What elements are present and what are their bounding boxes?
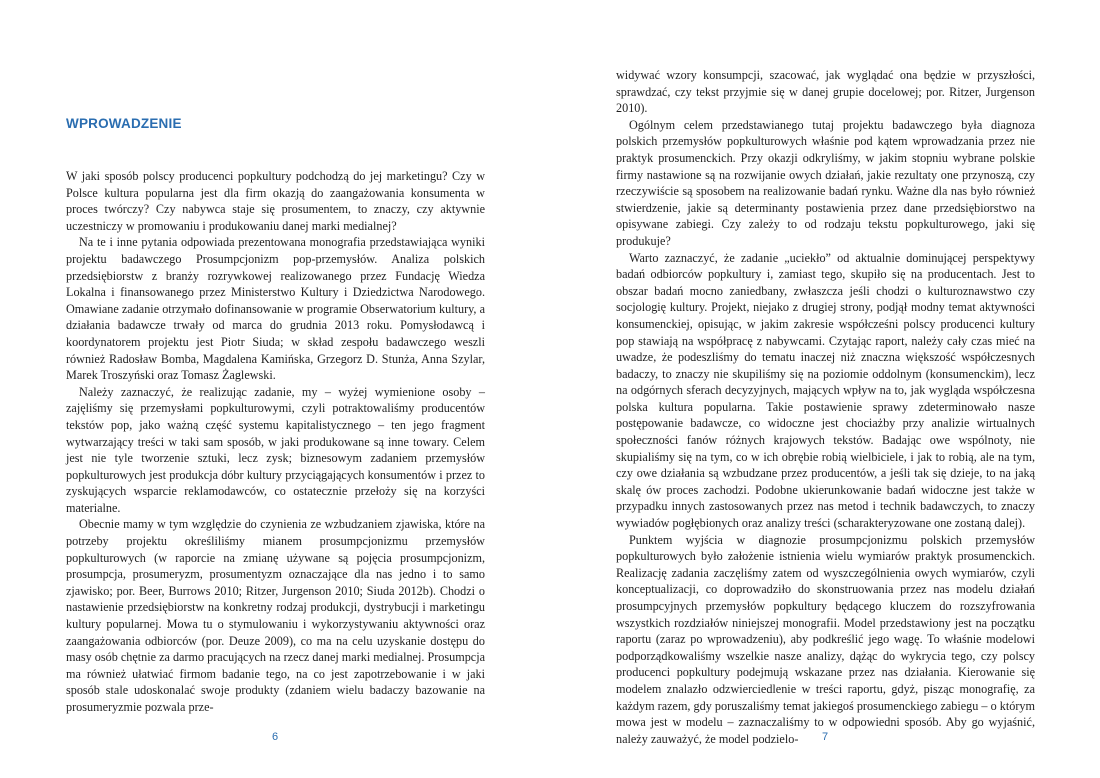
paragraph: Należy zaznaczyć, że realizując zadanie, my – wyżej wymienione osoby – zajęliśmy się przemysłami popkulturowymi, czyli potraktowaliśmy producentów tekstów pop, jako ważną część systemu kapitalistycznego – ten jego fragment wytwarzający treści w taki sam sposób, w jaki produkowane są inne towary. Celem jest nie tyle tworzenie sztuki, lecz zysk; biznesowym zadaniem przemysłów popkulturowych jest produkcja dóbr kultury przyciągających konsumentów i przez to zyskujących wsparcie reklamodawców, co ostatecznie przełoży się na korzyści materialne.	[66, 384, 485, 515]
paragraph: widywać wzory konsumpcji, szacować, jak wyglądać ona będzie w przyszłości, sprawdzać, czy tekst przyjmie się w danej grupie docelowej; por. Ritzer, Jurgenson 2010).	[616, 68, 1035, 116]
chapter-heading: WPROWADZENIE	[66, 116, 182, 131]
left-page-body	[66, 168, 485, 716]
paragraph: Warto zaznaczyć, że zadanie „uciekło” od aktualnie dominującej perspektywy badań odbiorców popkultury i, zamiast tego, skupiło się na producentach. Jest to obszar badań mocno zaniedbany, zwłaszcza jeśli chodzi o kulturoznawstwo czy socjologię kultury. Projekt, niejako z drugiej strony, podjął modny temat aktywności konsumenckiej, opisując, w jakim zakresie współcześni polscy producenci kultury pop stawiają na współpracę z nabywcami. Czytając raport, należy cały czas mieć na uwadze, że podeszliśmy do tematu inaczej niż znaczna większość współczesnych badaczy, to znaczy nie skupiliśmy się na poziomie oddolnym (konsumenckim), lecz na odgórnych sferach decyzyjnych, mających wpływ na to, jak wygląda współczesna polska kultura popularna. Takie postawienie sprawy zdeterminowało nasze postępowanie badawcze, co widoczne jest chociażby przy analizie wirtualnych społeczności fanów różnych krajowych tekstów. Badając owe wspólnoty, nie skupialiśmy się na tym, co w ich obrębie robią wielbiciele, i jak to robią, ale na tym, czy owe działania są wzbudzane przez producentów, a jeśli tak się dzieje, to na jaką skalę ów proces zachodzi. Podobne ukierunkowanie badań widoczne jest także w przypadku innych zastosowanych przez nas metod i technik badawczych, to znaczy wywiadów pogłębionych oraz analizy treści (scharakteryzowane one zostaną dalej).	[616, 250, 1035, 531]
page-number: 7	[821, 731, 829, 743]
paragraph: Punktem wyjścia w diagnozie prosumpcjonizmu polskich przemysłów popkulturowych było założenie istnienia wielu wymiarów praktyk prosumenckich. Realizację zadania zaczęliśmy zatem od wyszczególnienia owych wymiarów, czyli konceptualizacji, co doprowadziło do skonstruowania przez nas modelu działań prosumpcyjnych przemysłów popkultury będącego kluczem do rozszyfrowania wszystkich rozdziałów niniejszej monografii. Model przedstawiony jest na początku raportu (zaraz po wprowadzeniu), aby podkreślić jego wagę. To właśnie modelowi podporządkowaliśmy wszelkie nasze analizy, dążąc do wykrycia tego, czy polscy producenci popkultury podejmują wskazane przez nas działania. Kierowanie się modelem znalazło odzwierciedlenie w treści raportu, gdyż, pisząc monografię, za każdym razem, gdy poruszaliśmy temat jakiegoś prosumenckiego zabiegu – o którym mowa jest w modelu – zaznaczaliśmy to w odpowiedni sposób. Aby go wyjaśnić, należy zauważyć, że model podzielo-	[616, 532, 1035, 746]
page-number: 6	[271, 731, 279, 743]
paragraph: W jaki sposób polscy producenci popkultury podchodzą do jej marketingu? Czy w Polsce kultura popularna jest dla firm okazją do zaangażowania konsumenta w proces twórczy? Czy nabywca staje się prosumentem, to znaczy, czy aktywnie uczestniczy w promowaniu i produkowaniu danej marki medialnej?	[66, 169, 485, 233]
paragraph: Ogólnym celem przedstawianego tutaj projektu badawczego była diagnoza polskich przemysłów popkulturowych właśnie pod kątem wprowadzania przez nie praktyk prosumenckich. Przy okazji odkryliśmy, w jakim stopniu wybrane polskie firmy nastawione są na rozwijanie owych działań, jakie rezultaty one przynoszą, czy rzeczywiście są sposobem na realizowanie badań rynku. Ważne dla nas było również stwierdzenie, jakie są determinanty postawienia przez dane przedsiębiorstwo na opisywane zabiegi. Czy zależy to od rodzaju tekstu popkulturowego, jaki się produkuje?	[616, 117, 1035, 248]
right-page-body	[616, 67, 1035, 747]
paragraph: Na te i inne pytania odpowiada prezentowana monografia przedstawiająca wyniki projektu badawczego Prosumpcjonizm pop-przemysłów. Analiza polskich przedsiębiorstw z branży rozrywkowej realizowanego przez Fundację Wiedza Lokalna i finansowanego przez Ministerstwo Kultury i Dziedzictwa Narodowego. Omawiane zadanie otrzymało dofinansowanie w programie Obserwatorium kultury, a działania badawcze trwały od marca do grudnia 2013 roku. Pomysłodawcą i koordynatorem projektu jest Piotr Siuda; w skład zespołu badawczego weszli również Radosław Bomba, Magdalena Kamińska, Grzegorz D. Stunża, Anna Szylar, Marek Troszyński oraz Tomasz Żaglewski.	[66, 235, 485, 383]
paragraph: Obecnie mamy w tym względzie do czynienia ze wzbudzaniem zjawiska, które na potrzeby projektu określiliśmy mianem prosumpcjonizmu przemysłów popkulturowych (w raporcie na zmianę używane są pojęcia prosumpcjonizm, prosumpcja, prosumeryzm, prosumentyzm oznaczające dla nas jedno i to samo zjawisko; por. Beer, Burrows 2010; Ritzer, Jurgenson 2010; Siuda 2012b). Chodzi o nastawienie przedsiębiorstw na konkretny rodzaj produkcji, dystrybucji i marketingu kultury popularnej. Mowa tu o stymulowaniu i wykorzystywaniu aktywności oraz zaangażowania odbiorców (por. Deuze 2009), co ma na celu uzyskanie dostępu do masy osób chętnie za darmo pracujących na rzecz danej marki medialnej. Prosumpcja ma również ułatwiać firmom badanie tego, na co jest zapotrzebowanie i w jaki sposób stale udoskonalać swoje produkty (zdaniem wielu badaczy bazowanie na prosumeryzmie pozwala prze-	[66, 517, 485, 714]
right-page	[550, 0, 1100, 778]
